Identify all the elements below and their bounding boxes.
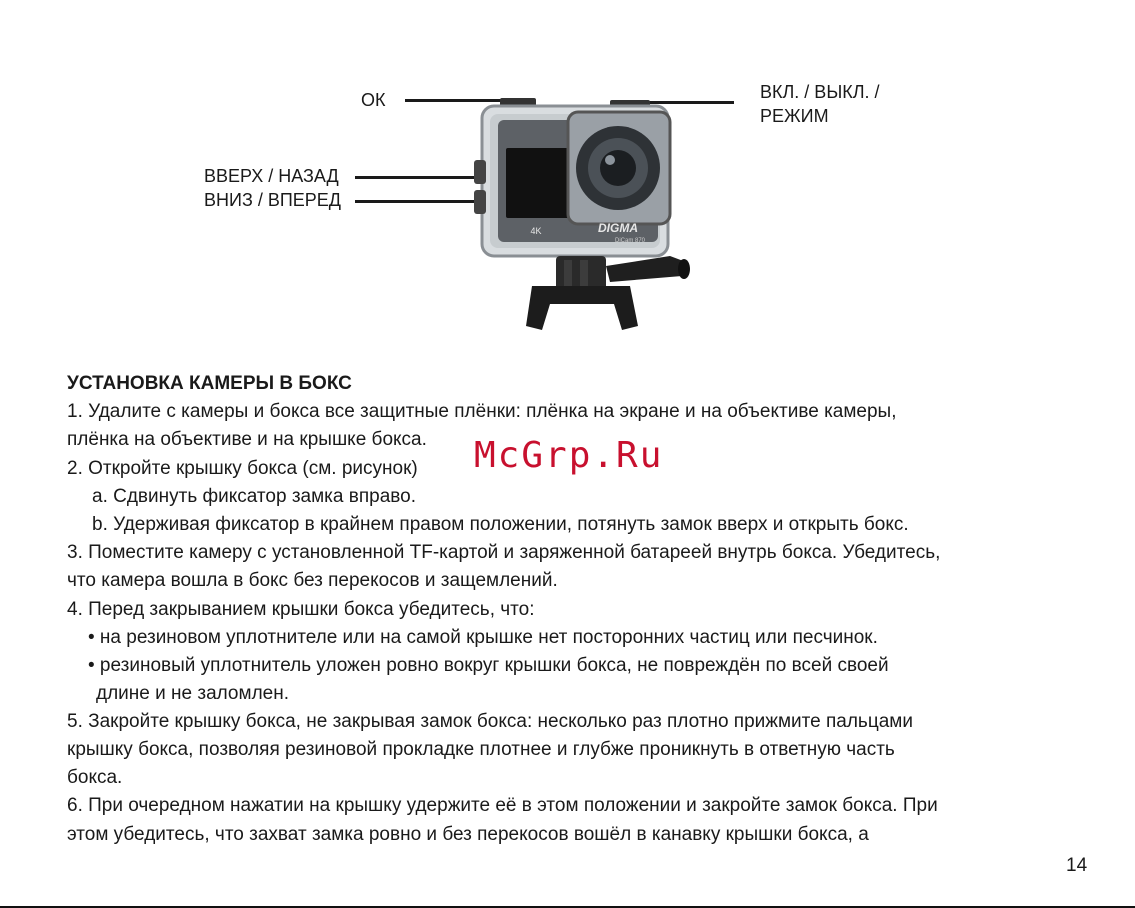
instruction-bullet: • резиновый уплотнитель уложен ровно вокруг крышки бокса, не повреждён по всей своей bbox=[88, 655, 889, 676]
label-power-mode-1: ВКЛ. / ВЫКЛ. / bbox=[760, 82, 880, 102]
instruction-line: этом убедитесь, что захват замка ровно и без перекосов вошёл в канавку крышки бокса, а bbox=[67, 824, 869, 845]
label-ok: ОК bbox=[361, 90, 386, 110]
instruction-subitem: b. Удерживая фиксатор в крайнем правом положении, потянуть замок вверх и открыть бокс. bbox=[92, 514, 909, 535]
instruction-line: что камера вошла в бокс без перекосов и защемлений. bbox=[67, 570, 558, 591]
watermark-text: McGrp.Ru bbox=[474, 435, 664, 476]
camera-in-housing-illustration bbox=[470, 90, 710, 340]
instruction-line: 3. Поместите камеру с установленной TF-картой и заряженной батареей внутрь бокса. Убедитесь, bbox=[67, 542, 941, 563]
instruction-line: бокса. bbox=[67, 767, 123, 788]
instruction-line: 2. Откройте крышку бокса (см. рисунок) bbox=[67, 458, 418, 479]
leader-line-up bbox=[355, 176, 475, 179]
label-up-back: ВВЕРХ / НАЗАД bbox=[204, 166, 339, 186]
label-power-mode-2: РЕЖИМ bbox=[760, 106, 829, 126]
instruction-line: крышку бокса, позволяя резиновой прокладке плотнее и глубже проникнуть в ответную часть bbox=[67, 739, 895, 760]
leader-line-down bbox=[355, 200, 475, 203]
instruction-line: 5. Закройте крышку бокса, не закрывая замок бокса: несколько раз плотно прижмите пальцами bbox=[67, 711, 913, 732]
section-title: УСТАНОВКА КАМЕРЫ В БОКС bbox=[67, 373, 352, 394]
instruction-line: плёнка на объективе и на крышке бокса. bbox=[67, 429, 427, 450]
instruction-subitem: a. Сдвинуть фиксатор замка вправо. bbox=[92, 486, 416, 507]
camera-model-text: DiCam 870 bbox=[614, 238, 646, 244]
instruction-bullet-continuation: длине и не заломлен. bbox=[96, 683, 289, 704]
label-down-forward: ВНИЗ / ВПЕРЕД bbox=[204, 190, 341, 210]
instruction-line: 4. Перед закрыванием крышки бокса убедитесь, что: bbox=[67, 599, 535, 620]
camera-brand-text: DIGMA bbox=[598, 221, 638, 235]
instruction-line: 1. Удалите с камеры и бокса все защитные плёнки: плёнка на экране и на объективе камеры, bbox=[67, 401, 897, 422]
camera-resolution-text: 4K bbox=[530, 226, 542, 236]
instruction-bullet: • на резиновом уплотнителе или на самой крышке нет посторонних частиц или песчинок. bbox=[88, 627, 878, 648]
instruction-line: 6. При очередном нажатии на крышку удержите её в этом положении и закройте замок бокса. При bbox=[67, 795, 938, 816]
page-number: 14 bbox=[1066, 855, 1088, 876]
